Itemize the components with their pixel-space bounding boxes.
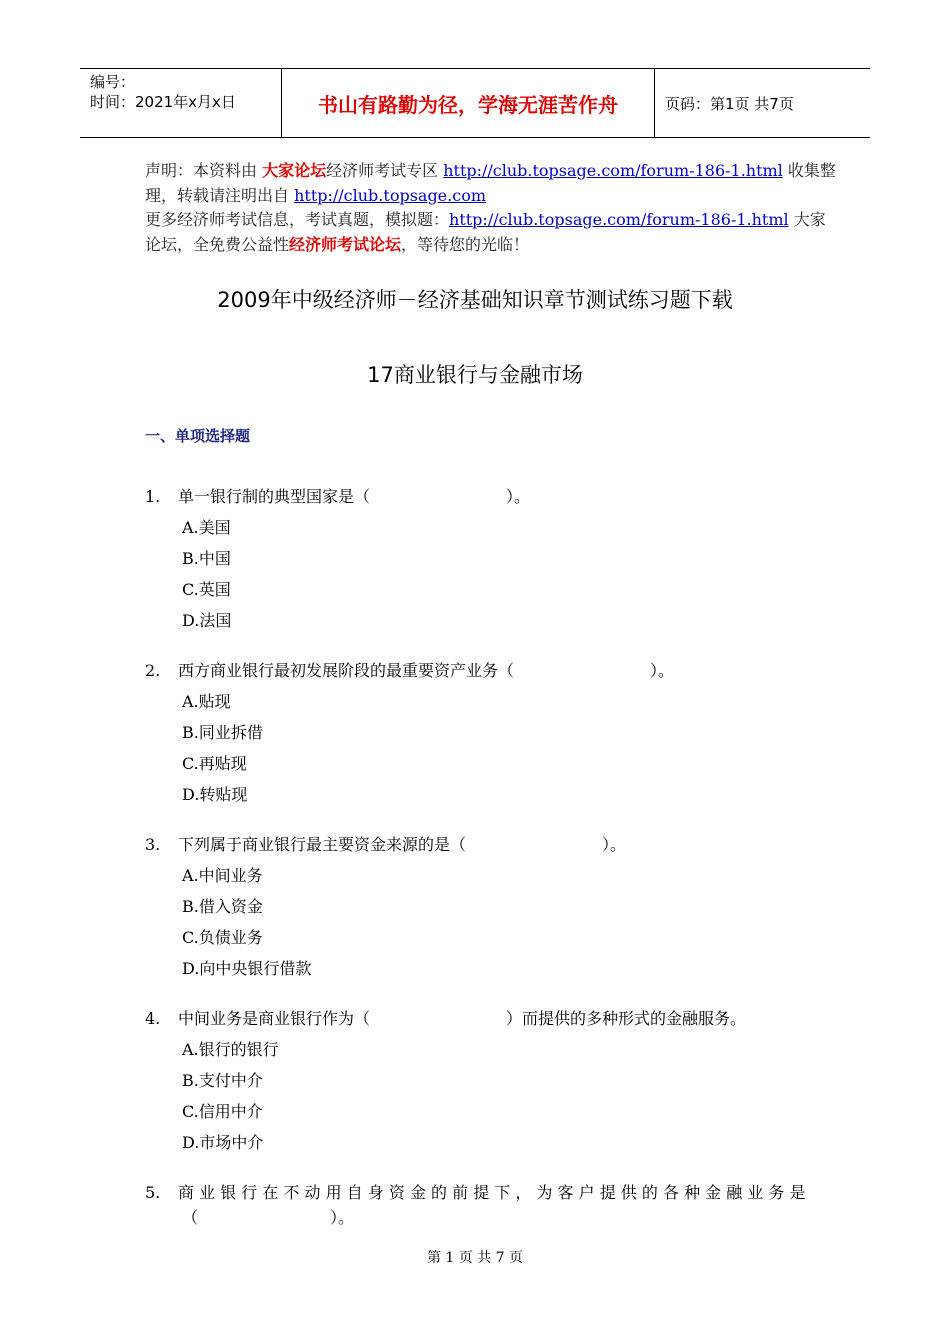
header-table bbox=[80, 68, 870, 138]
question-3 bbox=[145, 832, 626, 855]
question-1 bbox=[145, 484, 530, 507]
forum-link[interactable]: http://club.topsage.com/forum-186-1.html bbox=[443, 161, 783, 180]
question-5 bbox=[145, 1180, 806, 1203]
option: C.英国 bbox=[182, 580, 231, 599]
chapter-title: 17商业银行与金融市场 bbox=[367, 363, 583, 387]
document-title: 2009年中级经济师－经济基础知识章节测试练习题下载 bbox=[217, 288, 733, 312]
question-number: 2. bbox=[145, 661, 161, 680]
statement-text: 大家 bbox=[788, 210, 826, 229]
question-text: 中间业务是商业银行作为（ bbox=[178, 1009, 371, 1028]
question-number: 5. bbox=[145, 1183, 161, 1202]
statement-text: 更多经济师考试信息，考试真题，模拟题： bbox=[145, 210, 450, 229]
question-text: ）。 bbox=[330, 1208, 355, 1227]
forum-name: 大家论坛 bbox=[262, 161, 327, 180]
option: B.同业拆借 bbox=[182, 723, 263, 742]
statement-text: 论坛，全免费公益性 bbox=[145, 235, 290, 254]
question-number: 3. bbox=[145, 835, 161, 854]
question-text: 下列属于商业银行最主要资金来源的是（ bbox=[178, 835, 467, 854]
option: D.法国 bbox=[182, 611, 232, 630]
option: D.转贴现 bbox=[182, 785, 248, 804]
page-footer: 第 1 页 共 7 页 bbox=[426, 1250, 524, 1266]
option: B.借入资金 bbox=[182, 897, 263, 916]
question-text: （ bbox=[182, 1208, 199, 1227]
option: A.银行的银行 bbox=[182, 1040, 279, 1059]
question-text: ）。 bbox=[506, 487, 531, 506]
option: B.支付中介 bbox=[182, 1071, 263, 1090]
option: D.市场中介 bbox=[182, 1133, 264, 1152]
statement-text: 理，转载请注明出自 bbox=[145, 186, 295, 205]
statement-line-2 bbox=[145, 184, 810, 208]
question-text: ）而提供的多种形式的金融服务。 bbox=[506, 1009, 747, 1028]
option: C.再贴现 bbox=[182, 754, 247, 773]
option: D.向中央银行借款 bbox=[182, 959, 312, 978]
question-text: ）。 bbox=[602, 835, 627, 854]
question-4 bbox=[145, 1006, 746, 1029]
option: A.中间业务 bbox=[182, 866, 263, 885]
option: A.美国 bbox=[182, 518, 231, 537]
question-2 bbox=[145, 658, 674, 681]
option: B.中国 bbox=[182, 549, 231, 568]
question-number: 1. bbox=[145, 487, 161, 506]
option: C.信用中介 bbox=[182, 1102, 263, 1121]
site-link[interactable]: http://club.topsage.com bbox=[294, 186, 486, 205]
statement-line-4 bbox=[145, 233, 810, 257]
question-text: 单一银行制的典型国家是（ bbox=[178, 487, 371, 506]
statement-text: 收集整 bbox=[782, 161, 836, 180]
question-5-line-2 bbox=[182, 1205, 354, 1228]
statement-line-3 bbox=[145, 208, 826, 232]
number-label: 编号： bbox=[90, 73, 136, 91]
question-text: 商 业 银 行 在 不 动 用 自 身 资 金 的 前 提 下 ， 为 客 户 提 供 的 各 种 金 融 业 务 是 bbox=[178, 1183, 806, 1202]
statement-line-1 bbox=[145, 159, 836, 183]
statement-text: 经济师考试专区 bbox=[326, 161, 444, 180]
statement-text: ，等待您的光临！ bbox=[401, 235, 530, 254]
statement-text: 声明：本资料由 bbox=[145, 161, 263, 180]
header-meta-cell bbox=[80, 69, 282, 137]
option: C.负债业务 bbox=[182, 928, 263, 947]
section-heading: 一、单项选择题 bbox=[145, 427, 251, 445]
forum-link[interactable]: http://club.topsage.com/forum-186-1.html bbox=[449, 210, 789, 229]
page-info: 页码：第1页 共7页 bbox=[665, 94, 794, 113]
motto: 书山有路勤为径，学海无涯苦作舟 bbox=[282, 69, 655, 137]
question-number: 4. bbox=[145, 1009, 161, 1028]
question-text: ）。 bbox=[650, 661, 675, 680]
option: A.贴现 bbox=[182, 692, 231, 711]
question-text: 西方商业银行最初发展阶段的最重要资产业务（ bbox=[178, 661, 515, 680]
time-label: 时间：2021年x月x日 bbox=[90, 93, 236, 111]
forum-name: 经济师考试论坛 bbox=[289, 235, 402, 254]
